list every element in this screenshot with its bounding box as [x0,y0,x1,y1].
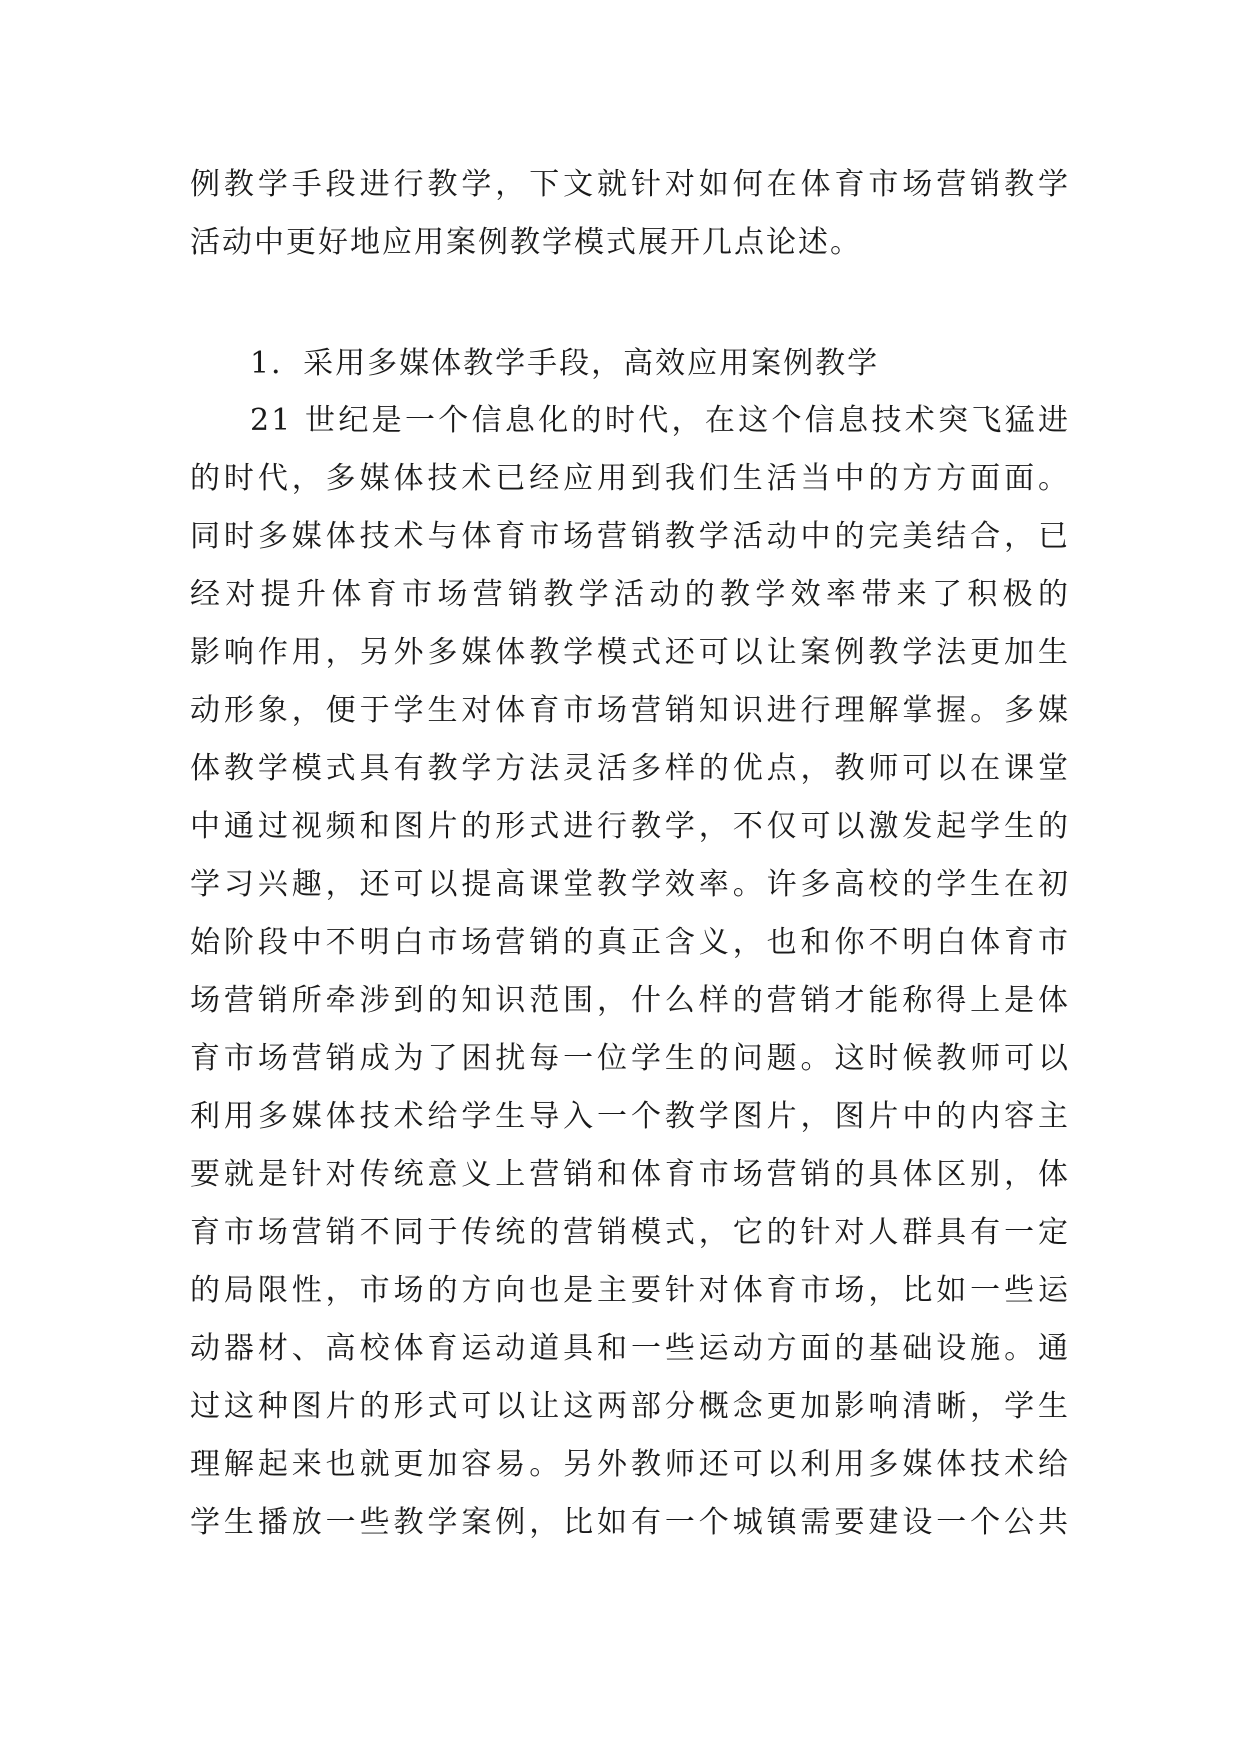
body-paragraph [190,392,1070,1552]
body-line: 影响作用，另外多媒体教学模式还可以让案例教学法更加生 [190,635,1070,670]
body-line: 的时代，多媒体技术已经应用到我们生活当中的方方面面。 [190,461,1070,496]
body-line: 体教学模式具有教学方法灵活多样的优点，教师可以在课堂 [190,751,1070,786]
intro-paragraph [190,156,1070,272]
body-line: 的局限性，市场的方向也是主要针对体育市场，比如一些运 [190,1273,1070,1308]
section-heading [190,335,1070,393]
body-line: 育市场营销成为了困扰每一位学生的问题。这时候教师可以 [190,1041,1070,1076]
intro-line: 例教学手段进行教学，下文就针对如何在体育市场营销教学 [190,167,1070,202]
body-line: 要就是针对传统意义上营销和体育市场营销的具体区别，体 [190,1157,1070,1192]
body-line: 理解起来也就更加容易。另外教师还可以利用多媒体技术给 [190,1447,1070,1482]
body-line: 过这种图片的形式可以让这两部分概念更加影响清晰，学生 [190,1389,1070,1424]
body-line: 育市场营销不同于传统的营销模式，它的针对人群具有一定 [190,1215,1070,1250]
section-heading-text: 1．采用多媒体教学手段，高效应用案例教学 [250,346,880,381]
intro-line: 活动中更好地应用案例教学模式展开几点论述。 [190,225,862,260]
body-line: 同时多媒体技术与体育市场营销教学活动中的完美结合，已 [190,519,1070,554]
body-line: 学生播放一些教学案例，比如有一个城镇需要建设一个公共 [190,1505,1070,1540]
body-line: 21 世纪是一个信息化的时代，在这个信息技术突飞猛进 [250,403,1070,438]
body-line: 动形象，便于学生对体育市场营销知识进行理解掌握。多媒 [190,693,1070,728]
body-line: 场营销所牵涉到的知识范围，什么样的营销才能称得上是体 [190,983,1070,1018]
body-line: 始阶段中不明白市场营销的真正含义，也和你不明白体育市 [190,925,1070,960]
body-line: 经对提升体育市场营销教学活动的教学效率带来了积极的 [190,577,1070,612]
body-line: 利用多媒体技术给学生导入一个教学图片，图片中的内容主 [190,1099,1070,1134]
body-line: 学习兴趣，还可以提高课堂教学效率。许多高校的学生在初 [190,867,1070,902]
body-line: 中通过视频和图片的形式进行教学，不仅可以激发起学生的 [190,809,1070,844]
body-line: 动器材、高校体育运动道具和一些运动方面的基础设施。通 [190,1331,1070,1366]
